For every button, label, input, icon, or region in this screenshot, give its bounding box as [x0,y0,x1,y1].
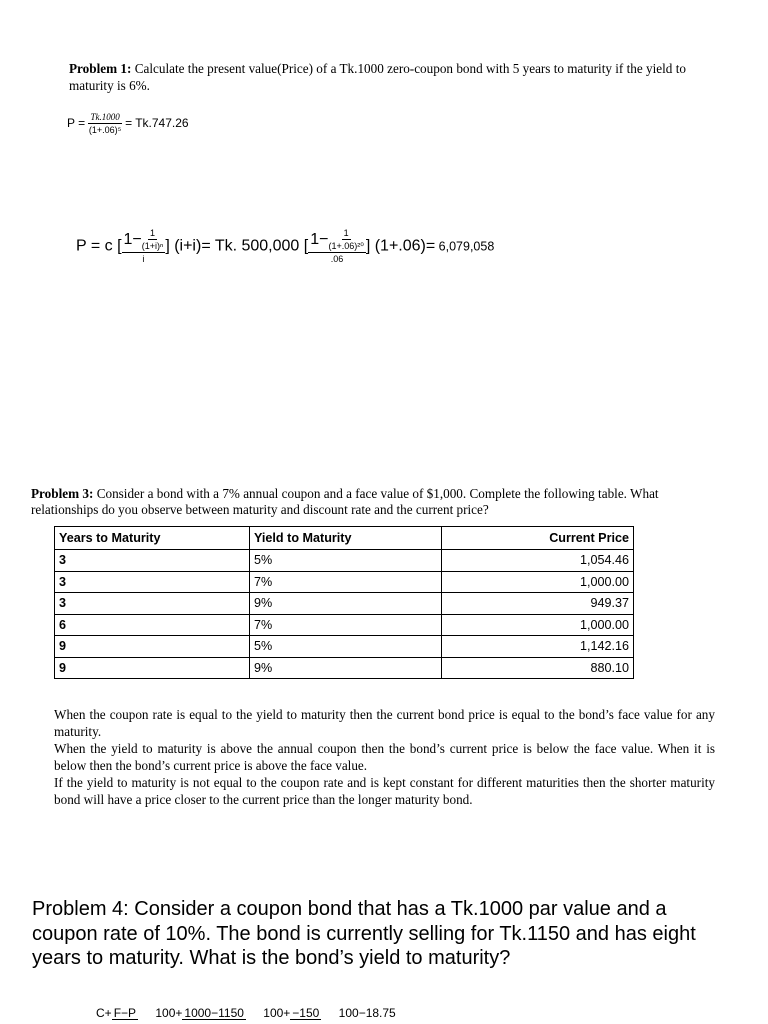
cell-yield: 5% [250,550,442,572]
formula-denominator: (1+.06)⁵ [88,125,122,135]
formula-lhs: P = [67,116,86,131]
problem-3-text: Consider a bond with a 7% annual coupon and a face value of $1,000. Complete the following table. What relationships do you observe between maturity and discount rate and the current price? [31,486,659,517]
ytm-term-3: 100−18.75 [338,1006,396,1020]
observation-paragraph: If the yield to maturity is not equal to the coupon rate and is kept constant for different maturities then the shorter maturity bond will have a price closer to the current price than the longer maturity bond. [54,775,715,807]
header-price: Current Price [442,527,634,550]
annuity-inner-fraction-2 [328,228,363,252]
ytm-fraction-1 [112,1005,138,1020]
formula-fraction [88,112,121,136]
table-row [55,593,634,615]
header-yield: Yield to Maturity [250,527,442,550]
annuity-inner-den-2: (1+.06)²⁰ [328,241,364,251]
cell-price: 1,000.00 [442,614,634,636]
problem-3-observations [54,706,715,808]
observation-paragraph: When the yield to maturity is above the annual coupon then the bond’s current price is below the face value. When it is below then the bond’s current price is above the face value. [54,741,715,773]
annuity-numerator [122,228,166,253]
problem-4-statement: Problem 4: Consider a coupon bond that has a Tk.1000 par value and a coupon rate of 10%. The bond is currently selling for Tk.1150 and has eight years to maturity. What is the bond’s yield to maturity? [32,898,696,969]
problem-1-text: Calculate the present value(Price) of a Tk.1000 zero-coupon bond with 5 years to maturity if the yield to maturity is 6%. [69,61,686,93]
annuity-denominator: i [142,254,145,264]
annuity-result: 6,079,058 [435,239,495,254]
ytm-term-2: 100+ [263,1006,291,1020]
cell-years: 6 [55,614,250,636]
annuity-one-minus-2: 1− [310,231,329,249]
problem-3-statement [31,486,721,517]
annuity-fraction [122,228,166,265]
problem-2-formula [76,228,494,265]
annuity-inner-num-2: 1 [343,228,349,238]
annuity-inner-den: (1+i)ⁿ [141,241,164,251]
annuity-lhs: P = c [ [76,237,122,255]
cell-years: 3 [55,550,250,572]
annuity-one-minus: 1− [123,231,142,249]
cell-price: 1,054.46 [442,550,634,572]
table-header-row [55,527,634,550]
ytm-num-3: −150 [292,1005,320,1020]
cell-price: 880.10 [442,657,634,679]
table-row [55,550,634,572]
cell-yield: 7% [250,571,442,593]
observation-paragraph: When the coupon rate is equal to the yield to maturity then the current bond price is equal to the bond’s face value for any maturity. [54,707,715,739]
formula-result: = Tk.747.26 [125,116,189,131]
ytm-num-1: F−P [113,1005,137,1020]
ytm-lead: C+ [96,1006,112,1020]
ytm-fraction-3 [290,1005,321,1020]
problem-4-formula [96,1006,396,1020]
ytm-num-2: 1000−1150 [184,1005,244,1020]
cell-price: 1,000.00 [442,571,634,593]
formula-numerator: Tk.1000 [90,112,120,122]
annuity-numerator-2 [308,228,366,253]
annuity-inner-num: 1 [150,228,156,238]
cell-yield: 7% [250,614,442,636]
cell-years: 9 [55,657,250,679]
cell-years: 3 [55,571,250,593]
annuity-middle: ] (i+i)= Tk. 500,000 [ [165,237,309,255]
annuity-inner-fraction [142,228,164,252]
table-row [55,614,634,636]
cell-yield: 9% [250,657,442,679]
ytm-fraction-2 [182,1005,246,1020]
annuity-end: ] (1+.06)= [365,237,436,255]
annuity-denominator-2: .06 [330,254,344,264]
cell-yield: 9% [250,593,442,615]
annuity-fraction-2 [308,228,366,265]
table-row [55,571,634,593]
problem-1-formula [67,112,189,136]
cell-price: 1,142.16 [442,636,634,658]
ytm-term-1: 100+ [155,1006,183,1020]
problem-3-label: Problem 3: [31,486,94,501]
cell-yield: 5% [250,636,442,658]
problem-1-statement [69,60,709,94]
cell-years: 9 [55,636,250,658]
bond-price-table [54,526,634,679]
table-row [55,657,634,679]
cell-price: 949.37 [442,593,634,615]
cell-years: 3 [55,593,250,615]
table-row [55,636,634,658]
header-years: Years to Maturity [55,527,250,550]
problem-1-label: Problem 1: [69,61,132,76]
